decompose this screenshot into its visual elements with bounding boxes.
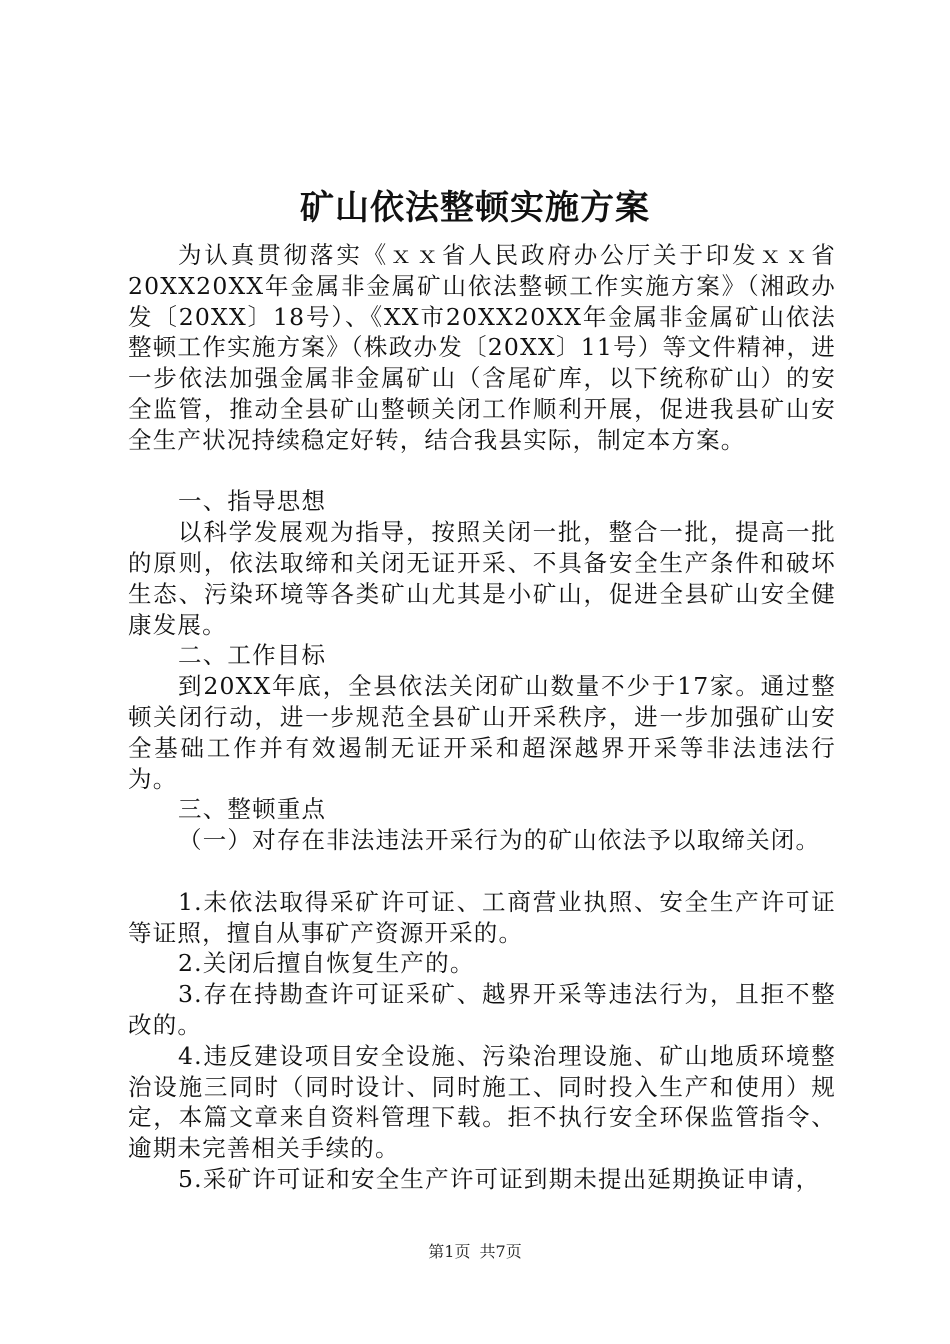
list-item-4: 4.违反建设项目安全设施、污染治理设施、矿山地质环境整治设施三同时（同时设计、同时施工、同时投入生产和使用）规定，本篇文章来自资料管理下载。拒不执行安全环保监管指令、逾期未完善相关手续的。 bbox=[128, 1041, 836, 1163]
intro-paragraph: 为认真贯彻落实《ｘｘ省人民政府办公厅关于印发ｘｘ省20XX20XX年金属非金属矿山依法整顿工作实施方案》（湘政办发〔20XX〕18号）、《XX市20XX20XX年金属非金属矿山依法整顿工作实施方案》（株政办发〔20XX〕11号）等文件精神，进一步依法加强金属非金属矿山（含尾矿库，以下统称矿山）的安全监管，推动全县矿山整顿关闭工作顺利开展，促进我县矿山安全生产状况持续稳定好转，结合我县实际，制定本方案。 bbox=[128, 241, 836, 454]
document-body bbox=[128, 240, 836, 1195]
work-goals-paragraph: 到20XX年底，全县依法关闭矿山数量不少于17家。通过整顿关闭行动，进一步规范全县矿山开采秩序，进一步加强矿山安全基础工作并有效遏制无证开采和超深越界开采等非法违法行为。 bbox=[128, 672, 836, 793]
paragraph-spacer bbox=[128, 456, 836, 487]
paragraph-spacer bbox=[128, 856, 836, 887]
total-pages: 共7页 bbox=[479, 1242, 522, 1261]
section-heading-work-goals: 二、工作目标 bbox=[178, 641, 327, 670]
list-item-5: 5.采矿许可证和安全生产许可证到期未提出延期换证申请， bbox=[178, 1164, 821, 1193]
section-heading-guiding-ideology: 一、指导思想 bbox=[178, 487, 327, 516]
document-title: 矿山依法整顿实施方案 bbox=[300, 188, 650, 228]
page-footer bbox=[0, 1241, 950, 1263]
list-item-1: 1.未依法取得采矿许可证、工商营业执照、安全生产许可证等证照，擅自从事矿产资源开采的。 bbox=[128, 887, 836, 947]
subsection-heading-1: （一）对存在非法违法开采行为的矿山依法予以取缔关闭。 bbox=[178, 826, 821, 855]
guiding-ideology-paragraph: 以科学发展观为指导，按照关闭一批，整合一批，提高一批的原则，依法取缔和关闭无证开采、不具备安全生产条件和破坏生态、污染环境等各类矿山尤其是小矿山，促进全县矿山安全健康发展。 bbox=[128, 518, 836, 639]
list-item-3: 3.存在持勘查许可证采矿、越界开采等违法行为，且拒不整改的。 bbox=[128, 980, 836, 1039]
page-number: 第1页 bbox=[428, 1242, 471, 1261]
list-item-2: 2.关闭后擅自恢复生产的。 bbox=[178, 949, 475, 978]
section-heading-key-points: 三、整顿重点 bbox=[178, 795, 327, 824]
